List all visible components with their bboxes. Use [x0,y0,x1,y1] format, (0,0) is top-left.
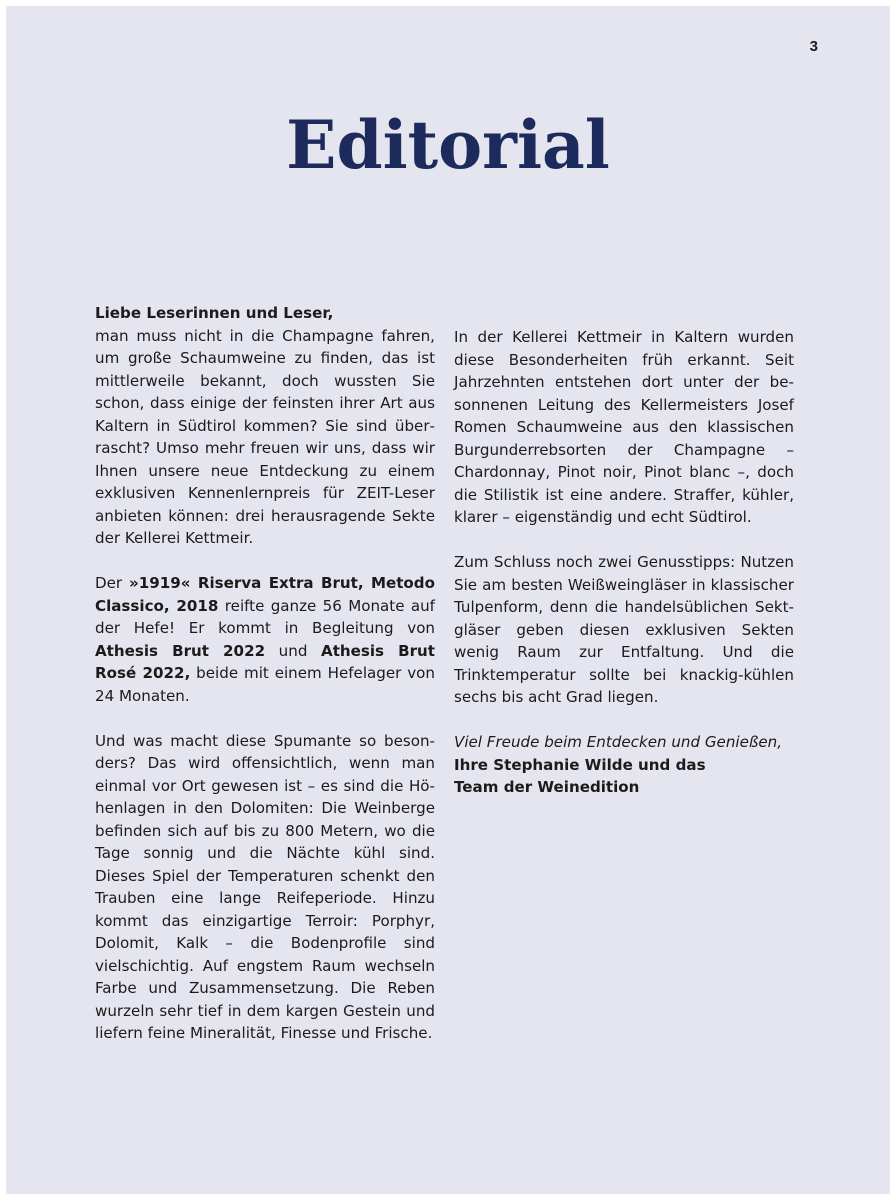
wines-text-1: Der [95,574,130,592]
intro-paragraph [95,302,435,550]
closing-block [454,731,794,799]
wine-name-athesis-brut: Athesis Brut 2022 [95,641,266,660]
wines-text-4: beide mit einem Hefelager von 24 Monaten. [95,664,435,705]
page-title: Editorial [286,106,610,184]
signature-line-1: Ihre Stephanie Wilde und das [454,755,706,774]
wines-text-2: reifte ganze 56 Monate auf der Hefe! Er kommt in Begleitung von [95,596,435,637]
wines-text-3: und [265,641,322,660]
terroir-paragraph: Und was macht diese Spumante so besonders? Das wird offensichtlich, wenn man einmal vor Ort gewesen ist – es sind die Höhenlagen in den Dolomiten: Die Weinberge befinden sich auf bis zu 800 Metern, wo die Tage sonnig und die Nächte kühl sind. Dieses Spiel der Temperaturen schenkt den Trauben eine lange Reifeperiode. Hinzu kommt das einzigartige Terroir: Porphyr, Dolomit, Kalk – die Bodenprofile sind vielschichtig. Auf engstem Raum wechseln Farbe und Zusammensetzung. Die Reben wurzeln sehr tief in dem kargen Gestein und liefern feine Mineralität, Finesse und Frische. [95,731,435,1042]
wine-name-athesis-rose: Athesis Brut Rosé 2022, [95,641,436,682]
closing-line: Viel Freude beim Entdecken und Genießen, [454,733,783,751]
page-number: 3 [809,38,818,55]
greeting: Liebe Leserinnen und Leser, [95,304,334,322]
right-column [454,326,794,799]
kellerei-paragraph: In der Kellerei Kettmeir in Kaltern wurden diese Besonderheiten früh erkannt. Seit Jahrzehnten entstehen dort unter der besonnenen Leitung des Kellermeisters Josef Romen Schaumweine aus den klassischen Burgunderrebsorten der Champagne – Chardonnay, Pinot noir, Pinot blanc –, doch die Stilistik ist eine andere. Straffer, kühler, klarer – eigenständig und echt Südtirol. [454,328,794,526]
tips-paragraph: Zum Schluss noch zwei Genusstipps: Nutzen Sie am besten Weißweingläser in klassischer Tulpenform, denn die handelsüblichen Sektgläser geben diesen exklusiven Sekten wenig Raum zur Entfaltung. Und die Trinktemperatur sollte bei knackig-kühlen sechs bis acht Grad liegen. [454,553,794,706]
wines-paragraph [95,572,435,707]
magazine-page [6,6,890,1194]
signature-line-2: Team der Weinedition [454,778,640,796]
intro-text: man muss nicht in die Champagne fahren, um große Schaumweine zu finden, das ist mittlerweile bekannt, doch wussten Sie schon, dass einige der feinsten ihrer Art aus Kaltern in Südtirol kommen? Sie sind überrascht? Umso mehr freuen wir uns, dass wir Ihnen unsere neue Entdeckung zu einem exklusiven Kennenlernpreis für ZEIT-Leser anbieten können: drei herausragende Sekte der Kellerei Kettmeir. [95,326,435,547]
left-column [95,302,435,1045]
wine-name-1919: »1919« Riserva Extra Brut, Metodo Classico, 2018 [95,574,435,615]
